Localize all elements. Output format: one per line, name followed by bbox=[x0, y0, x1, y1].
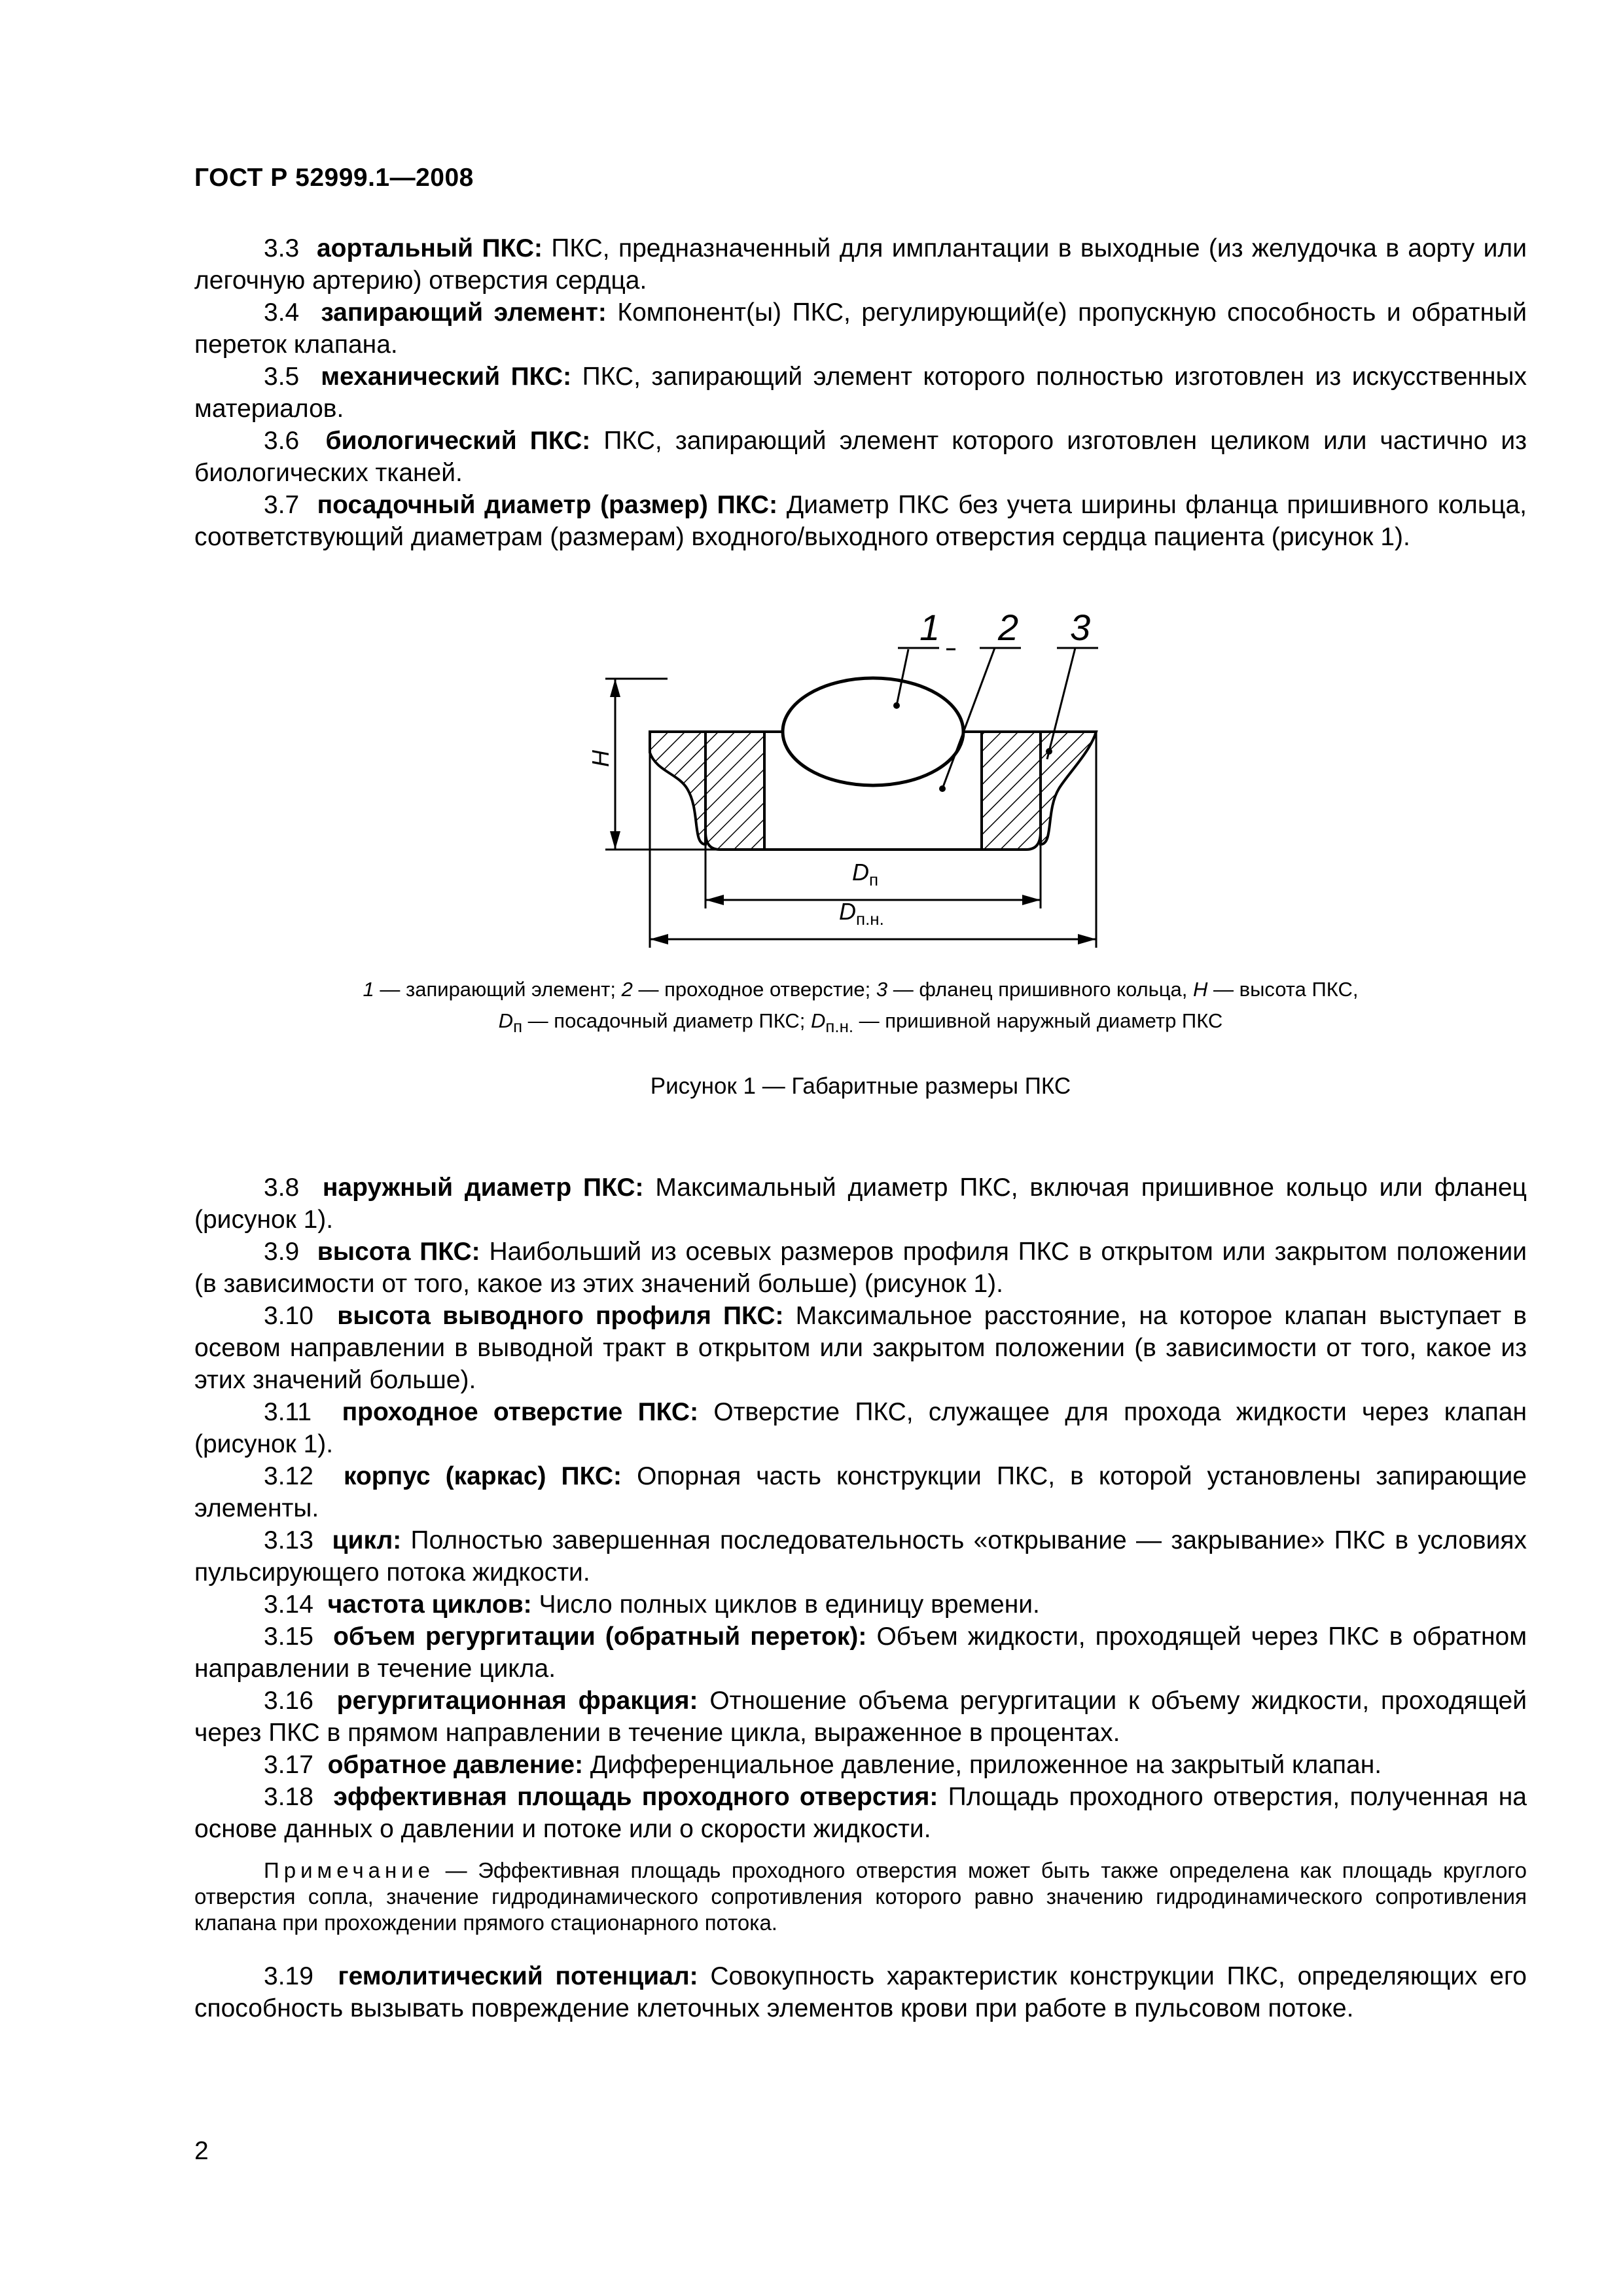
left-flange bbox=[650, 732, 705, 844]
label-3: 3 bbox=[1070, 607, 1091, 648]
definition-3-6: 3.6 биологический ПКС: ПКС, запирающий элемент которого изготовлен целиком или частично из биологических тканей. bbox=[194, 427, 1527, 487]
height-arrow-top bbox=[610, 679, 620, 697]
definition-3-11: 3.11 проходное отверстие ПКС: Отверстие ПКС, служащее для прохода жидкости через клапан (рисунок 1). bbox=[194, 1398, 1527, 1458]
definition-3-9: 3.9 высота ПКС: Наибольший из осевых размеров профиля ПКС в открытом или закрытом положении (в зависимости от того, какое из этих значений больше) (рисунок 1). bbox=[194, 1238, 1527, 1298]
occluder-ellipse bbox=[783, 678, 963, 785]
label-2: 2 bbox=[998, 607, 1019, 648]
definition-3-4: 3.4 запирающий элемент: Компонент(ы) ПКС, регулирующий(е) пропускную способность и обратный переток клапана. bbox=[194, 298, 1527, 359]
label-1: 1 bbox=[919, 607, 940, 648]
page-number: 2 bbox=[194, 2137, 209, 2165]
height-arrow-bottom bbox=[610, 831, 620, 850]
label-h: H bbox=[587, 750, 614, 767]
definition-3-13: 3.13 цикл: Полностью завершенная последовательность «открывание — закрывание» ПКС в условиях пульсирующего потока жидкости. bbox=[194, 1526, 1527, 1587]
left-body-wall bbox=[705, 732, 764, 850]
definition-3-10: 3.10 высота выводного профиля ПКС: Максимальное расстояние, на которое клапан выступает в осевом направлении в выводной тракт в открытом или закрытом положении (в зависимости от того, какое из этих значений больше). bbox=[194, 1302, 1527, 1394]
note-3-18: Примечание — Эффективная площадь проходного отверстия может быть также определена как площадь круглого отверстия сопла, значение гидродинамического сопротивления которого равно значению гидродинамического сопротивления клапана при прохождении прямого стационарного потока. bbox=[194, 1858, 1527, 1935]
figure-legend: 1 — запирающий элемент; 2 — проходное отверстие; 3 — фланец пришивного кольца, H — высота ПКС, $D_п$ — посадочный диаметр ПКС; $D_{п.н.}$ — пришивной наружный диаметр ПКС bbox=[363, 978, 1359, 1037]
definition-3-17: 3.17 обратное давление: Дифференциальное давление, приложенное на закрытый клапан. bbox=[264, 1751, 1382, 1779]
definition-3-3: 3.3 аортальный ПКС: ПКС, предназначенный для имплантации в выходные (из желудочка в аорту или легочную артерию) отверстия сердца. bbox=[194, 234, 1527, 295]
definition-3-19: 3.19 гемолитический потенциал: Совокупность характеристик конструкции ПКС, определяющих его способность вызывать повреждение клеточных элементов крови при работе в пульсовом потоке. bbox=[194, 1962, 1527, 2022]
definition-3-14: 3.14 частота циклов: Число полных циклов в единицу времени. bbox=[264, 1590, 1040, 1619]
definition-3-12: 3.12 корпус (каркас) ПКС: Опорная часть конструкции ПКС, в которой установлены запирающие элементы. bbox=[194, 1462, 1527, 1522]
definition-3-5: 3.5 механический ПКС: ПКС, запирающий элемент которого полностью изготовлен из искусственных материалов. bbox=[194, 363, 1527, 423]
definition-3-7: 3.7 посадочный диаметр (размер) ПКС: Диаметр ПКС без учета ширины фланца пришивного кольца, соответствующий диаметрам (размерам) входного/выходного отверстия сердца пациента (рисунок 1). bbox=[194, 491, 1527, 551]
definition-3-18: 3.18 эффективная площадь проходного отверстия: Площадь проходного отверстия, полученная на основе данных о давлении и потоке или о скорости жидкости. bbox=[194, 1783, 1527, 1843]
figure-title: Рисунок 1 — Габаритные размеры ПКС bbox=[650, 1073, 1071, 1099]
definition-3-8: 3.8 наружный диаметр ПКС: Максимальный диаметр ПКС, включая пришивное кольцо или фланец (рисунок 1). bbox=[194, 1174, 1527, 1234]
definition-3-15: 3.15 объем регургитации (обратный переток): Объем жидкости, проходящей через ПКС в обратном направлении в течение цикла. bbox=[194, 1623, 1527, 1683]
label-dpn: $D_{п.н.}$ bbox=[839, 898, 884, 929]
definition-3-16: 3.16 регургитационная фракция: Отношение объема регургитации к объему жидкости, проходящей через ПКС в прямом направлении в течение цикла, выраженное в процентах. bbox=[194, 1687, 1527, 1747]
document-header: ГОСТ Р 52999.1—2008 bbox=[194, 164, 474, 192]
right-body-wall bbox=[982, 732, 1041, 850]
label-dp: $D_п$ bbox=[852, 859, 879, 889]
